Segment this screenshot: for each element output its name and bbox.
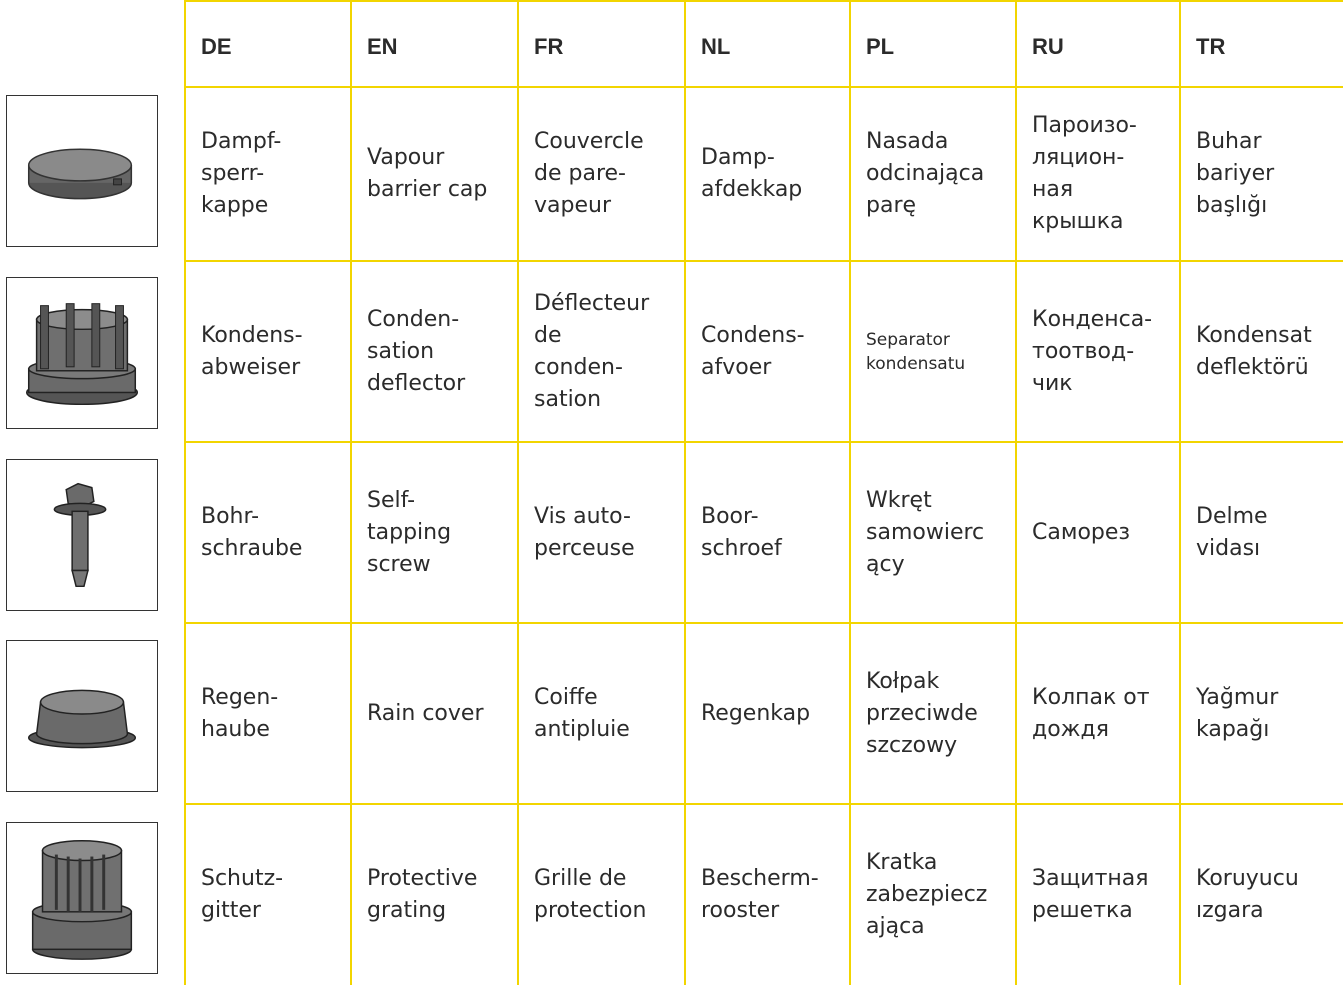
header-en: EN [352,0,519,88]
cell-tr: Kondensat deflektörü [1181,262,1343,443]
condensation-deflector-icon [7,278,157,428]
cell-tr: Koruyucu ızgara [1181,805,1343,985]
cell-ru: Колпак от дождя [1017,624,1181,805]
cell-en: Conden- sation deflector [352,262,519,443]
header-tr: TR [1181,0,1343,88]
vapour-barrier-cap-icon [7,96,157,246]
cell-fr: Couvercle de pare- vapeur [519,88,686,262]
thumb-condensation-deflector [6,277,158,429]
cell-ru: Пароизо- ляцион- ная крышка [1017,88,1181,262]
cell-tr: Delme vidası [1181,443,1343,624]
cell-de: Kondens- abweiser [186,262,352,443]
cell-de: Regen- haube [186,624,352,805]
cell-en: Self- tapping screw [352,443,519,624]
cell-nl: Condens- afvoer [686,262,851,443]
header-de: DE [186,0,352,88]
self-tapping-screw-icon [7,460,157,610]
translation-table [184,0,1343,985]
cell-fr: Coiffe antipluie [519,624,686,805]
cell-de: Schutz- gitter [186,805,352,985]
cell-en: Rain cover [352,624,519,805]
cell-pl: Separator kondensatu [851,262,1017,443]
cell-fr: Vis auto- perceuse [519,443,686,624]
cell-fr: Déflecteur de conden- sation [519,262,686,443]
header-ru: RU [1017,0,1181,88]
cell-de: Dampf- sperr- kappe [186,88,352,262]
header-nl: NL [686,0,851,88]
thumb-self-tapping-screw [6,459,158,611]
cell-nl: Bescherm- rooster [686,805,851,985]
cell-pl: Kratka zabezpiecz ająca [851,805,1017,985]
rain-cover-icon [7,641,157,791]
cell-de: Bohr- schraube [186,443,352,624]
cell-tr: Buhar bariyer başlığı [1181,88,1343,262]
cell-pl: Kołpak przeciwde szczowy [851,624,1017,805]
cell-nl: Regenkap [686,624,851,805]
protective-grating-icon [7,823,157,973]
cell-nl: Boor- schroef [686,443,851,624]
cell-pl: Wkręt samowierc ący [851,443,1017,624]
thumb-vapour-barrier-cap [6,95,158,247]
thumb-protective-grating [6,822,158,974]
cell-pl: Nasada odcinająca parę [851,88,1017,262]
cell-en: Protective grating [352,805,519,985]
cell-ru: Конденса- тоотвод- чик [1017,262,1181,443]
cell-fr: Grille de protection [519,805,686,985]
cell-ru: Защитная решетка [1017,805,1181,985]
header-fr: FR [519,0,686,88]
header-pl: PL [851,0,1017,88]
cell-ru: Саморез [1017,443,1181,624]
cell-nl: Damp- afdekkap [686,88,851,262]
thumb-rain-cover [6,640,158,792]
cell-tr: Yağmur kapağı [1181,624,1343,805]
cell-en: Vapour barrier cap [352,88,519,262]
